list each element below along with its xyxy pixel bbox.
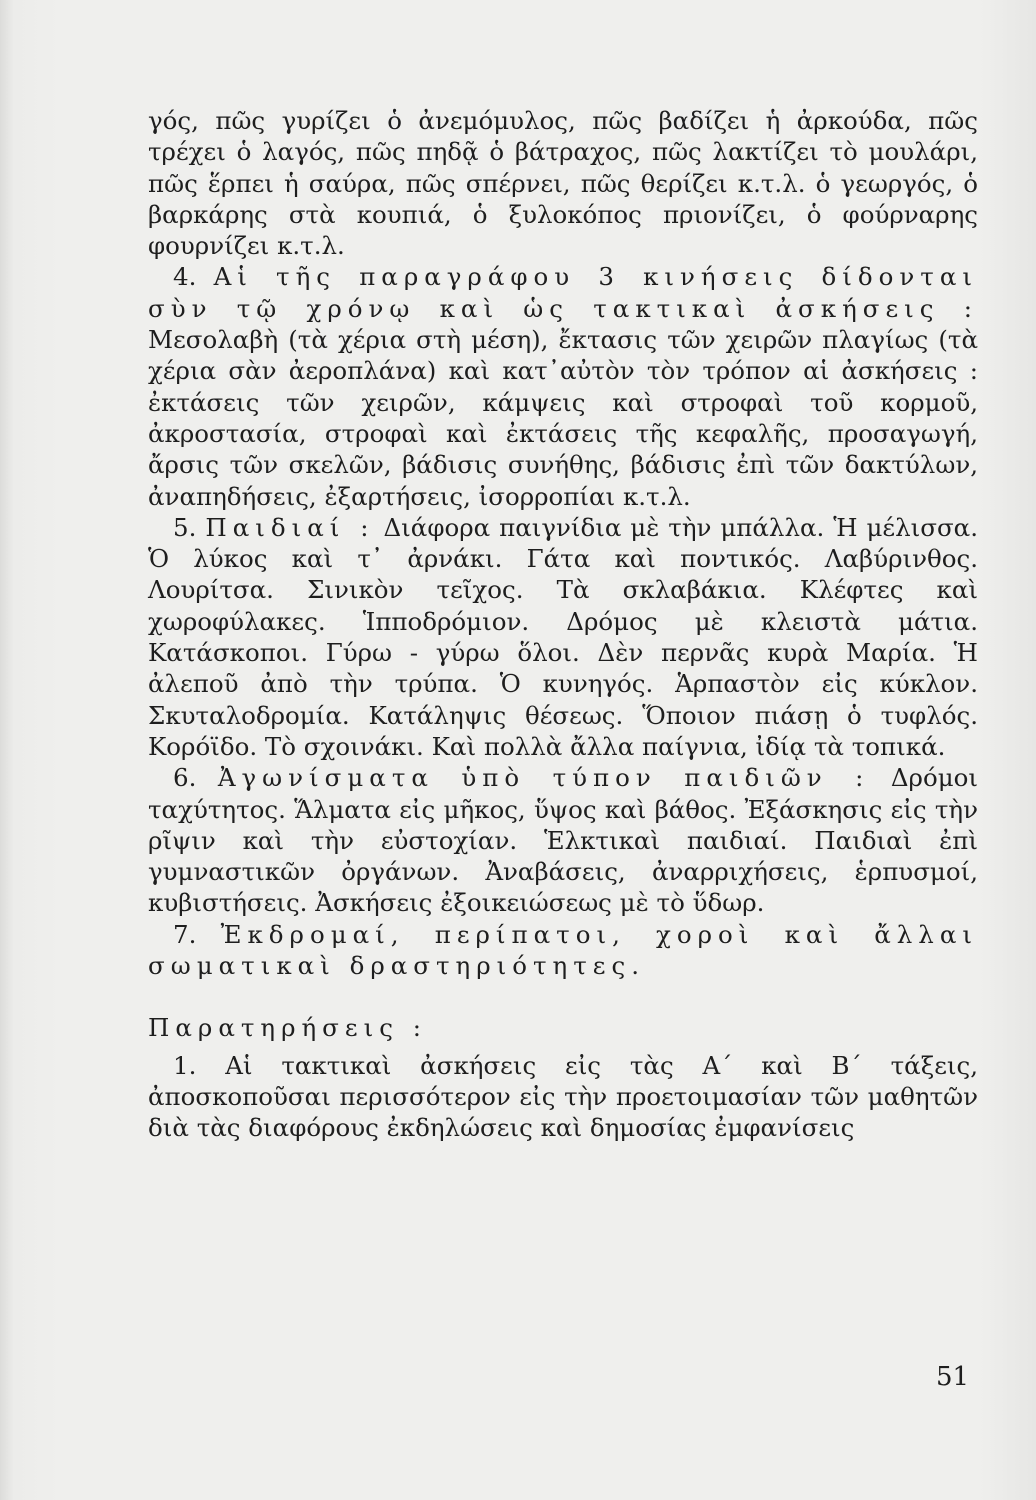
paragraph-4 [148,261,978,511]
paragraph-continuation [148,105,978,261]
paragraph-4-text: Μεσολαβὴ (τὰ χέρια στὴ μέση), ἔκτασις τῶν χειρῶν πλαγίως (τὰ χέρια σὰν ἀεροπλάνα) καὶ κατ᾿αὐτὸν τὸν τρόπον αἱ ἀσκήσεις : ἐκτάσεις τῶν χειρῶν, κάμψεις καὶ στροφαὶ τοῦ κορμοῦ, ἀκροστασία, στροφαὶ καὶ ἐκτάσεις τῆς κεφαλῆς, προσαγωγή, ἄρσις τῶν σκελῶν, βάδισις συνήθης, βάδισις ἐπὶ τῶν δακτύλων, ἀναπηδήσεις, ἐξαρτήσεις, ἰσορροπίαι κ.τ.λ. [148,325,978,511]
paragraph-6 [148,762,978,918]
paragraph-6-heading: Ἀγωνίσματα ὑπὸ τύπον παιδιῶν : [217,763,870,793]
paragraph-7 [148,919,978,982]
page-number: 51 [936,1362,970,1392]
note-1-number: 1. [173,1050,197,1080]
notes-heading-text: Παρατηρήσεις : [148,1013,427,1043]
body-text [148,105,978,1144]
paragraph-7-number: 7. [173,919,197,949]
paragraph-5-number: 5. [173,512,197,542]
note-1 [148,1050,978,1144]
paragraph-4-heading: Αἱ τῆς παραγράφου 3 κινήσεις δίδονται σὺν τῷ χρόνῳ καὶ ὡς τακτικαὶ ἀσκήσεις : [148,262,978,323]
notes-heading [148,1012,978,1043]
paragraph-5-heading: Παιδιαί : [205,512,375,542]
note-1-text: Αἱ τακτικαὶ ἀσκήσεις εἰς τὰς Α΄ καὶ Β΄ τάξεις, ἀποσκοποῦσαι περισσότερον εἰς τὴν προετοιμασίαν τῶν μαθητῶν διὰ τὰς διαφόρους ἐκδηλώσεις καὶ δημοσίας ἐμφανίσεις [148,1050,978,1143]
paragraph-4-number: 4. [173,262,197,292]
paragraph-6-number: 6. [173,763,197,793]
paragraph-continuation-text: γός, πῶς γυρίζει ὁ ἀνεμόμυλος, πῶς βαδίζει ἡ ἀρκούδα, πῶς τρέχει ὁ λαγός, πῶς πηδᾷ ὁ βάτραχος, πῶς λακτίζει τὸ μουλάρι, πῶς ἕρπει ἡ σαύρα, πῶς σπέρνει, πῶς θερίζει κ.τ.λ. ὁ γεωργός, ὁ βαρκάρης στὰ κουπιά, ὁ ξυλοκόπος πριονίζει, ὁ φούρναρης φουρνίζει κ.τ.λ. [148,106,978,261]
paragraph-7-heading: Ἐκδρομαί, περίπατοι, χοροὶ καὶ ἄλλαι σωματικαὶ δραστηριότητες. [148,919,978,981]
paragraph-5 [148,512,978,762]
paragraph-5-text: Διάφορα παιγνίδια μὲ τὴν μπάλλα. Ἡ μέλισσα. Ὁ λύκος καὶ τ᾿ ἀρνάκι. Γάτα καὶ ποντικός. Λαβύρινθος. Λουρίτσα. Σινικὸν τεῖχος. Τὰ σκλαβάκια. Κλέφτες καὶ χωροφύλακες. Ἱπποδρόμιον. Δρόμος μὲ κλειστὰ μάτια. Κατάσκοποι. Γύρω - γύρω ὅλοι. Δὲν περνᾶς κυρὰ Μαρία. Ἡ ἀλεποῦ ἀπὸ τὴν τρύπα. Ὁ κυνηγός. Ἁρπαστὸν εἰς κύκλον. Σκυταλοδρομία. Κατάληψις θέσεως. Ὅποιον πιάσῃ ὁ τυφλός. Κορόϊδο. Τὸ σχοινάκι. Καὶ πολλὰ ἄλλα παίγνια, ἰδίᾳ τὰ τοπικά. [148,512,978,761]
paragraph-6-text: Δρόμοι ταχύτητος. Ἅλματα εἰς μῆκος, ὕψος καὶ βάθος. Ἐξάσκησις εἰς τὴν ρῖψιν καὶ τὴν εὐστοχίαν. Ἑλκτικαὶ παιδιαί. Παιδιαὶ ἐπὶ γυμναστικῶν ὀργάνων. Ἀναβάσεις, ἀναρριχήσεις, ἑρπυσμοί, κυβιστήσεις. Ἀσκήσεις ἐξοικειώσεως μὲ τὸ ὕδωρ. [148,763,978,918]
